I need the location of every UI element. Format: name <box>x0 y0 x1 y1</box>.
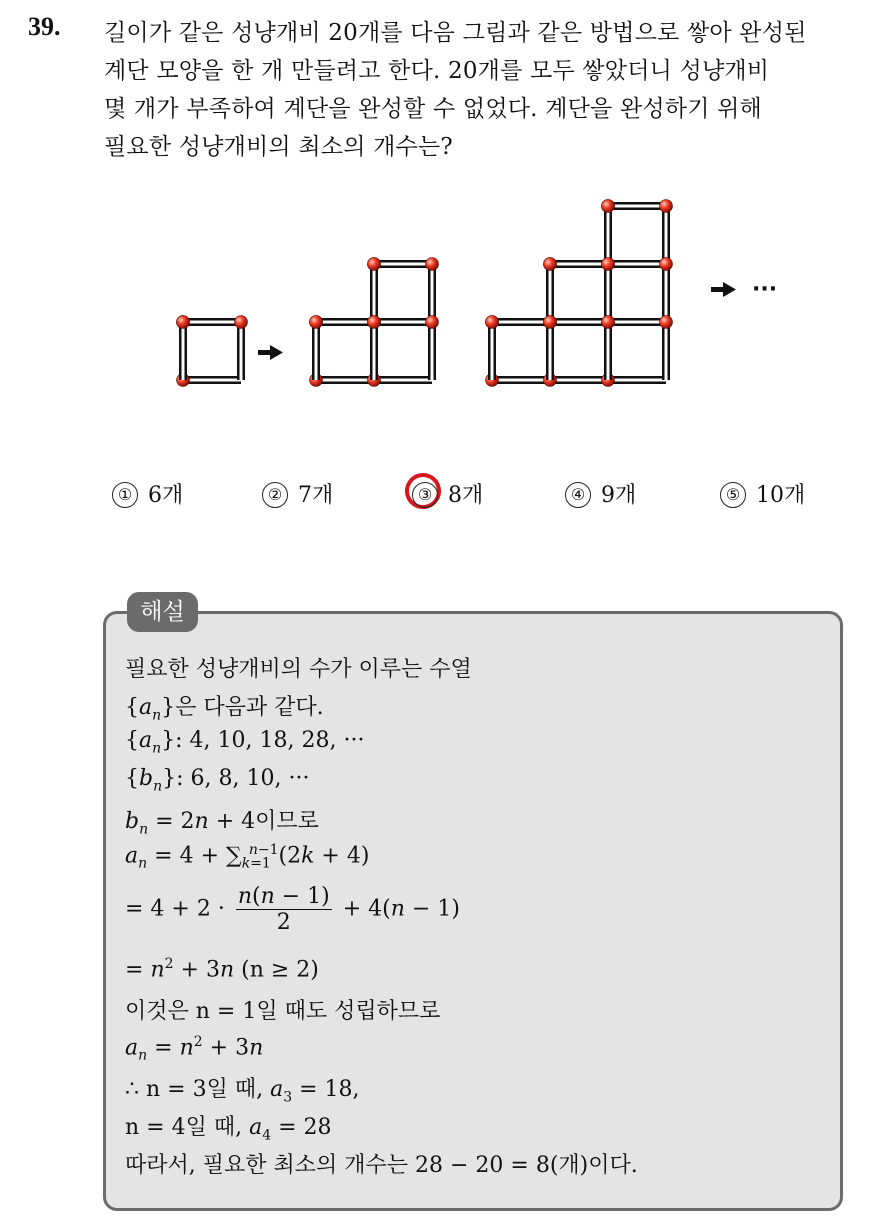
sequence-b-values: : 6, 8, 10, ··· <box>176 766 310 791</box>
solution-line-13: 따라서, 필요한 최소의 개수는 28 − 20 = 8(개)이다. <box>125 1153 638 1178</box>
matchstick <box>486 316 499 381</box>
solution-tag: 해설 <box>127 592 198 632</box>
matchstick <box>368 258 381 323</box>
matchstick <box>660 200 673 265</box>
choice-1-label: 6개 <box>148 483 184 508</box>
solution-line-7: = 4 + 2 · $\frac{n(n - 1)}{2}$ + 4(n − 1) <box>125 884 460 935</box>
matchstick <box>177 316 190 381</box>
choice-3-mark: ③ <box>412 482 438 508</box>
sequence-a-values: : 4, 10, 18, 28, ··· <box>175 728 365 753</box>
solution-line-1: 필요한 성냥개비의 수가 이루는 수열 <box>125 657 472 682</box>
solution-line-5-text: 이므로 <box>255 809 319 834</box>
choice-4[interactable] <box>565 478 636 509</box>
question-line-1: 길이가 같은 성냥개비 20개를 다음 그림과 같은 방법으로 쌓아 완성된 <box>104 20 807 46</box>
matchstick <box>426 258 439 323</box>
solution-line-11-a: ∴ n = 3일 때, <box>125 1077 271 1102</box>
question-line-3: 몇 개가 부족하여 계단을 완성할 수 없었다. 계단을 완성하기 위해 <box>104 96 762 122</box>
choice-5[interactable] <box>720 478 805 509</box>
solution-line-2-text: 은 다음과 같다. <box>175 695 324 720</box>
solution-line-6: $a_n = 4 + \sum_{k=1}^{n-1}(2k + 4)$ <box>125 842 370 872</box>
matchstick <box>235 316 248 381</box>
solution-line-11: ∴ n = 3일 때, $a_3 = 18$, <box>125 1077 360 1106</box>
matchstick <box>660 316 673 381</box>
arrow-icon <box>258 345 283 360</box>
matchstick <box>602 200 615 265</box>
solution-line-8-cond: (n ≥ 2) <box>241 957 319 983</box>
choice-3-label: 8개 <box>448 483 484 508</box>
matchstick <box>368 316 381 381</box>
choice-2-label: 7개 <box>298 483 334 508</box>
solution-line-9: 이것은 n = 1일 때도 성립하므로 <box>125 999 441 1024</box>
choice-2-mark: ② <box>262 482 288 508</box>
choice-1[interactable] <box>112 478 183 509</box>
choice-5-label: 10개 <box>756 483 806 508</box>
solution-line-10: $a_n = n^2 + 3n$ <box>125 1034 264 1064</box>
solution-line-11-b: = 18, <box>292 1077 360 1102</box>
matchstick <box>544 316 557 381</box>
question-line-4: 필요한 성냥개비의 최소의 개수는? <box>104 134 453 160</box>
choice-2[interactable] <box>262 478 333 509</box>
choice-1-mark: ① <box>112 482 138 508</box>
solution-line-12: n = 4일 때, $a_4 = 28$ <box>125 1115 332 1144</box>
question-number: 39. <box>28 12 61 41</box>
choice-5-mark: ⑤ <box>720 482 746 508</box>
choice-3[interactable] <box>412 478 483 509</box>
matchstick <box>426 316 439 381</box>
matchstick <box>544 258 557 323</box>
solution-line-8: = $n^2 + 3n$ (n ≥ 2) <box>125 956 319 983</box>
ellipsis: ··· <box>752 277 778 302</box>
solution-line-12-b: = 28 <box>271 1115 332 1140</box>
solution-line-4: $\{b_n\}$: 6, 8, 10, ··· <box>125 766 310 795</box>
choice-4-mark: ④ <box>565 482 591 508</box>
matchstick <box>310 316 323 381</box>
solution-line-12-a: n = 4일 때, <box>125 1115 250 1140</box>
arrow-icon <box>711 282 736 297</box>
solution-line-2: $\{a_n\}$은 다음과 같다. <box>125 695 324 724</box>
question-line-2: 계단 모양을 한 개 만들려고 한다. 20개를 모두 쌓았더니 성냥개비 <box>104 58 770 84</box>
matchstick-staircase-figure <box>0 190 884 410</box>
matchstick <box>602 316 615 381</box>
solution-line-5: $b_n = 2n + 4$이므로 <box>125 809 319 838</box>
matchstick <box>602 258 615 323</box>
solution-line-3: $\{a_n\}$: 4, 10, 18, 28, ··· <box>125 728 365 757</box>
matchstick <box>660 258 673 323</box>
choice-4-label: 9개 <box>601 483 637 508</box>
